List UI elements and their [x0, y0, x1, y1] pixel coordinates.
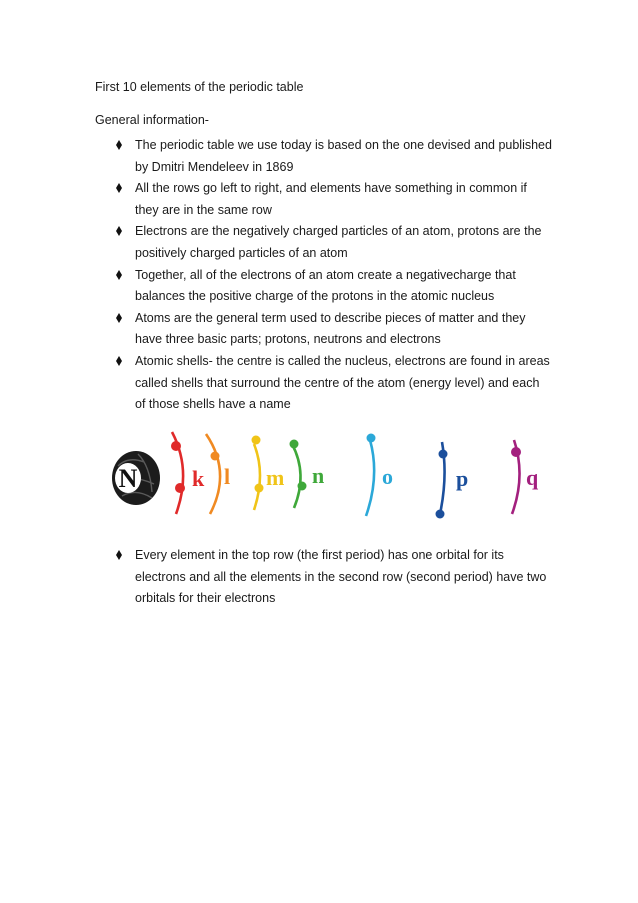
diamond-bullet-icon — [115, 355, 123, 367]
nucleus-label: N — [118, 464, 138, 493]
list-item — [113, 135, 553, 178]
shell-q — [511, 440, 539, 514]
bullet-list-top — [113, 135, 553, 416]
list-item-text: All the rows go left to right, and elements have something in common if they are in the same row — [135, 181, 527, 217]
list-item — [113, 545, 553, 610]
shell-l — [206, 434, 230, 514]
shell-n — [290, 440, 325, 509]
diamond-bullet-icon — [115, 549, 123, 561]
list-item — [113, 265, 553, 308]
shell-label-p: p — [456, 466, 469, 491]
shell-k — [171, 432, 205, 514]
document-title: First 10 elements of the periodic table — [95, 80, 304, 94]
list-item-text: The periodic table we use today is based on the one devised and published by Dmitri Mendeleev in 1869 — [135, 138, 552, 174]
list-item-text: Electrons are the negatively charged particles of an atom, protons are the positively charged particles of an atom — [135, 224, 542, 260]
shell-label-m: m — [266, 465, 285, 490]
shell-o — [366, 434, 393, 517]
diamond-bullet-icon — [115, 139, 123, 151]
shell-label-n: n — [312, 463, 325, 488]
nucleus — [112, 451, 160, 505]
atomic-shells-figure — [108, 426, 544, 521]
shell-m — [252, 436, 285, 511]
shell-label-o: o — [382, 464, 393, 489]
diamond-bullet-icon — [115, 182, 123, 194]
shell-p — [436, 442, 469, 519]
section-heading: General information- — [95, 113, 209, 127]
list-item-text: Atomic shells- the centre is called the nucleus, electrons are found in areas called shells that surround the centre of the atom (energy level) and each of those shells have a name — [135, 353, 550, 412]
diamond-bullet-icon — [115, 312, 123, 324]
list-item — [113, 351, 553, 416]
list-item-text: Together, all of the electrons of an atom create a negativecharge that balances the positive charge of the protons in the atomic nucleus — [135, 267, 516, 304]
bullet-list-bottom — [113, 545, 553, 610]
shell-label-k: k — [192, 466, 205, 491]
shell-label-l: l — [224, 464, 231, 489]
list-item-text: Atoms are the general term used to describe pieces of matter and they have three basic parts; protons, neutrons and electrons — [135, 310, 526, 347]
list-item — [113, 178, 553, 221]
diamond-bullet-icon — [115, 269, 123, 281]
list-item-text: Every element in the top row (the first period) has one orbital for its electrons and all the elements in the second row (second period) have two orbitals for their electrons — [135, 548, 547, 606]
list-item — [113, 308, 553, 351]
diamond-bullet-icon — [115, 225, 123, 237]
shell-label-q: q — [526, 465, 539, 490]
list-item — [113, 221, 553, 264]
